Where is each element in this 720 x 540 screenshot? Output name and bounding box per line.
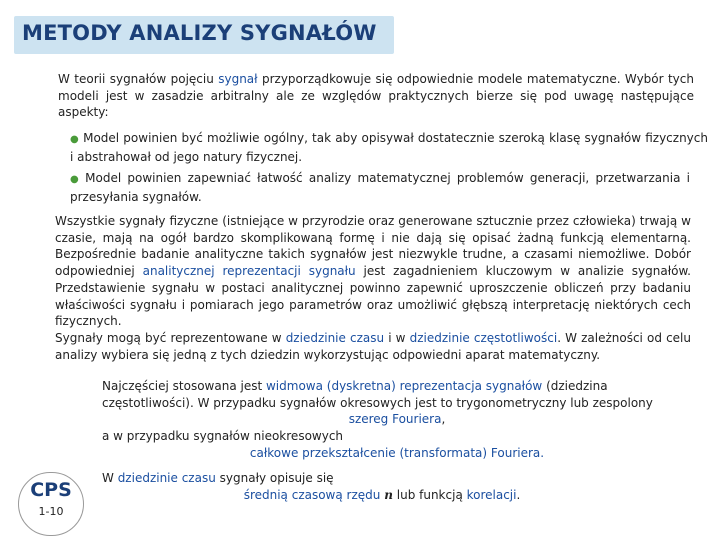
bullet-dot-icon: ● [70,134,80,145]
term-fourier-transform: całkowe przekształcenie (transformata) Fouriera. [249,445,545,460]
page-number: 1-10 [38,505,64,518]
main-paragraph [55,213,691,363]
time-paragraph: W dziedzinie czasu sygnały opisuje się średnią czasową rzędu n lub funkcją korelacji. [102,471,521,502]
term-frequency-domain: dziedzinie częstotliwości [409,330,558,345]
term-time-domain: dziedzinie czasu [285,330,385,345]
domains-sentence: Sygnały mogą być reprezentowane w dziedzinie czasu i w dziedzinie częstotliwości. W zależności od celu analizy wybiera się jedną z tych dziedzin wykorzystując odpowiedni aparat matematyczny. [55,330,691,362]
bullet-dot-icon: ● [70,174,82,185]
fourier-series-line: szereg Fouriera, [348,412,446,427]
intro-text-2: przyporządkowuje się odpowiednie modele matematyczne. Wybór tych modeli jest w zasadzie arbitralny ale ze względów praktycznych bierze się pod uwagę następujące aspekty: [58,72,694,120]
intro-text-1: W teorii sygnałów pojęciu [58,72,219,86]
bullet-2-text: Model powinien zapewniać łatwość analizy matematycznej problemów generacji, przetwarzania i przesyłania sygnałów. [70,171,690,204]
cps-badge [18,472,84,536]
order-n: n [384,487,393,502]
main-text-2: jest zagadnieniem kluczowym w analizie sygnałów. Przedstawienie sygnału w postaci analitycznej powinno zapewnić uproszczenie obliczeń przy badaniu właściwości sygnału i pomiarach jego parametrów oraz umożliwić głębszą interpretację niektórych cech fizycznych. [55,264,691,329]
term-spectral-representation: widmowa (dyskretna) reprezentacja sygnałów [265,379,543,393]
term-fourier-series: szereg Fouriera [348,412,442,427]
term-analytic-representation: analitycznej reprezentacji sygnału [142,264,356,279]
spectral-text-3: a w przypadku sygnałów nieokresowych [102,429,344,444]
main-text-1: Wszystkie sygnały fizyczne (istniejące w przyrodzie oraz generowane sztucznie przez człowieka) trwają w czasie, mają na ogół bardzo skomplikowaną formę i nie dają się opisać żadną funkcją elementarną. Bezpośrednie badanie analityczne takich sygnałów jest niezwykle trudne, a czasami niemożliwe. Dobór odpowiedniej [55,214,691,279]
bullet-1-text: Model powinien być możliwie ogólny, tak aby opisywał dostatecznie szeroką klasę sygnałów fizycznych i abstrahował od jego natury fizycznej. [70,131,708,164]
bullet-1 [70,130,708,165]
bullet-2 [70,170,690,205]
cps-logo-text: CPS [30,479,72,501]
title-banner [14,16,394,54]
term-correlation: korelacji [466,487,517,502]
fourier-integral-line [102,445,692,462]
intro-term-signal: sygnał [218,72,258,86]
intro-paragraph [58,71,694,121]
page-title: METODY ANALIZY SYGNAŁÓW [22,21,377,45]
spectral-paragraph [102,378,692,462]
spectral-text-1: Najczęściej stosowana jest [102,379,266,393]
term-time-domain-2: dziedzinie czasu [117,471,216,485]
term-time-average: średnią czasową rzędu [243,487,385,502]
spectral-text-2: (dziedzina częstotliwości). W przypadku sygnałów okresowych jest to trygonometryczny lub zespolony [102,379,653,410]
